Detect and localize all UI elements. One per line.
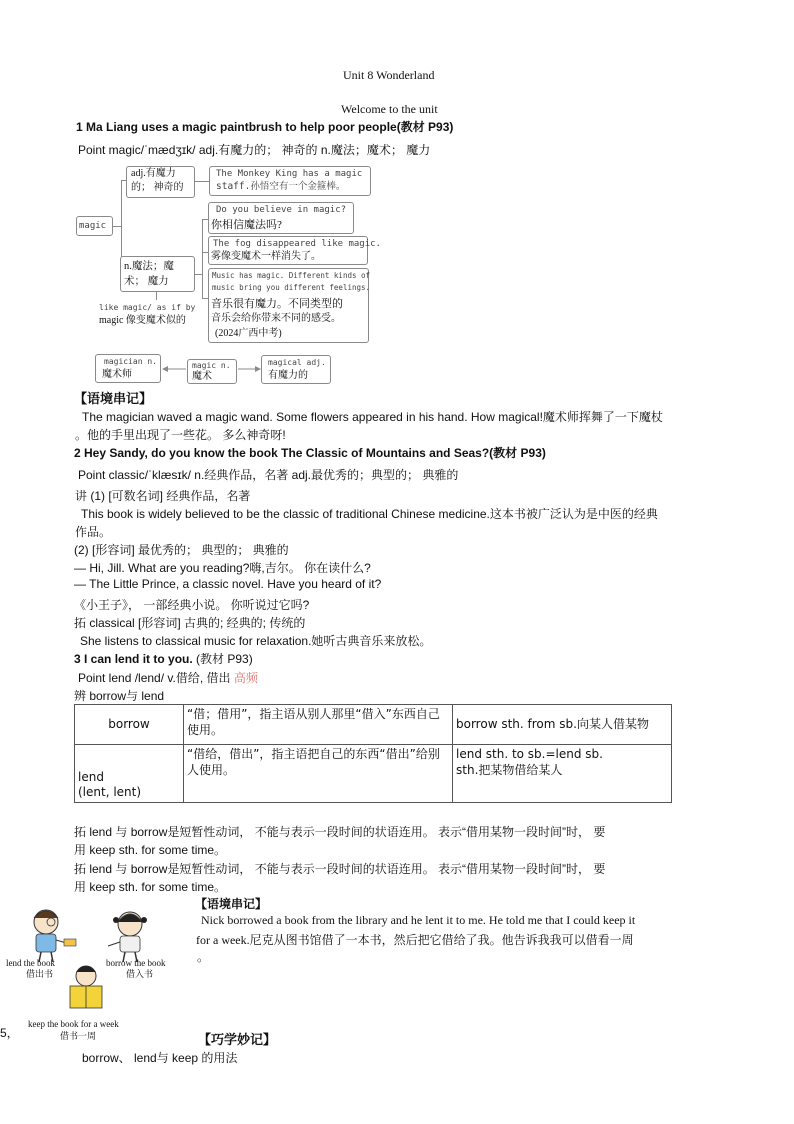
margin-mark: 5， — [0, 1026, 19, 1040]
lend-caption-en: lend the book — [6, 958, 55, 968]
unit-title: Unit 8 Wonderland — [343, 68, 435, 82]
section3-context-line1: Nick borrowed a book from the library and he lent it to me. He told me that I could keep it — [201, 913, 636, 927]
example3-line2: music bring you different feelings. — [212, 283, 371, 292]
section2-heading: 2 Hey Sandy, do you know the book The Classic of Mountains and Seas?(教材 P93) — [74, 446, 546, 460]
section3-context-label: 【语境串记】 — [195, 897, 268, 911]
like-magic-line1: like magic/ as if by — [99, 303, 196, 312]
section3-extend1-line1: 拓 lend 与 borrow是短暂性动词， 不能与表示一段时间的状语连用。 表示“借用某物一段时间”时， 要 — [74, 825, 606, 839]
chain-magic-line1: magic n. — [192, 361, 231, 370]
example2-line2: 雾像变魔术一样消失了。 — [211, 251, 321, 262]
section3-point — [78, 669, 258, 686]
section3-heading — [74, 650, 253, 667]
noun-box-line1: n.魔法；魔 — [124, 261, 174, 272]
section2-sense2: (2) [形容词] 最优秀的； 典型的； 典雅的 — [74, 543, 289, 557]
example1-line2: 你相信魔法吗? — [211, 219, 282, 231]
section1-heading: 1 Ma Liang uses a magic paintbrush to help poor people(教材 P93) — [76, 120, 454, 134]
section2-example1-line1: This book is widely believed to be the classic of traditional Chinese medicine.这本书被广泛认为是中医的经典 — [81, 507, 658, 521]
section2-dialog1: — Hi, Jill. What are you reading?嗨,吉尔。 你在读什么? — [74, 561, 371, 575]
example3-line3: 音乐很有魔力。不同类型的 — [211, 298, 343, 310]
example3-line4: 音乐会给你带来不同的感受。 — [211, 313, 341, 324]
section3-extend1-line2: 用 keep sth. for some time。 — [74, 843, 227, 857]
adj-example-line2: staff.孙悟空有一个金箍棒。 — [216, 181, 346, 192]
subtitle: Welcome to the unit — [341, 102, 438, 116]
chain-magical-line1: magical adj. — [268, 358, 326, 367]
table-cell-meaning: “借给，借出”，指主语把自己的东西“借出”给别人使用。 — [184, 745, 453, 803]
table-cell-word: borrow — [75, 705, 184, 745]
section2-dialog2: — The Little Prince, a classic novel. Have you heard of it? — [74, 577, 382, 591]
adj-box-line1: adj.有魔力 — [131, 168, 176, 179]
table-cell-usage: borrow sth. from sb.向某人借某物 — [453, 705, 672, 745]
example1-line1: Do you believe in magic? — [216, 205, 347, 215]
section2-explain: 讲 (1) [可数名词] 经典作品，名著 — [75, 489, 251, 503]
chain-magic-line2: 魔术 — [192, 371, 212, 382]
section2-extend: 拓 classical [形容词] 古典的; 经典的; 传统的 — [74, 616, 306, 630]
mindmap-root: magic — [79, 221, 107, 231]
lend-caption-zh: 借出书 — [26, 969, 54, 979]
section3-point-text: Point lend /lend/ v.借给, 借出 — [78, 671, 234, 685]
example3-line1: Music has magic. Different kinds of — [212, 271, 371, 280]
memory-text: borrow、 lend与 keep 的用法 — [82, 1051, 238, 1065]
section1-context-text-2: 。他的手里出现了一些花。 多么神奇呀! — [75, 428, 286, 442]
section1-context-label: 【语境串记】 — [74, 391, 153, 406]
borrow-caption-zh: 借入书 — [126, 969, 154, 979]
section2-point: Point classic/ˈklæsɪk/ n.经典作品，名著 adj.最优秀的；典型的； 典雅的 — [78, 468, 459, 482]
table-cell-meaning: “借；借用”，指主语从别人那里“借入”东西自己使用。 — [184, 705, 453, 745]
adj-box-line2: 的； 神奇的 — [131, 182, 184, 193]
section3-extend2-line2: 用 keep sth. for some time。 — [74, 880, 227, 894]
section1-point: Point magic/ˈmædʒɪk/ adj.有魔力的； 神奇的 n.魔法；魔术； 魔力 — [78, 143, 431, 157]
chain-arrows — [160, 360, 264, 376]
example2-line1: The fog disappeared like magic. — [213, 239, 381, 249]
table-cell-usage: lend sth. to sb.=lend sb. sth.把某物借给某人 — [453, 745, 672, 803]
noun-box-line2: 术； 魔力 — [124, 276, 169, 287]
keep-caption-en: keep the book for a week — [28, 1019, 119, 1029]
memory-label: 【巧学妙记】 — [198, 1032, 277, 1047]
section3-heading-source: (教材 P93) — [192, 652, 253, 666]
section2-dialog3: 《小王子》， 一部经典小说。 你听说过它吗? — [74, 598, 310, 612]
keep-caption-zh: 借书一周 — [60, 1031, 97, 1041]
frequency-badge: 高频 — [233, 671, 258, 685]
table-row — [75, 745, 672, 803]
adj-example-line1: The Monkey King has a magic — [216, 169, 363, 179]
section3-heading-main: 3 I can lend it to you. — [74, 652, 193, 666]
like-magic-line2: magic 像变魔术似的 — [99, 315, 186, 326]
table-row — [75, 705, 672, 745]
chain-magician-line1: magician n. — [104, 357, 157, 366]
chain-magician-line2: 魔术师 — [102, 369, 132, 380]
section3-context-line2: for a week.尼克从图书馆借了一本书，然后把它借给了我。他告诉我我可以借看一周 — [196, 933, 634, 947]
section3-extend2-line1: 拓 lend 与 borrow是短暂性动词， 不能与表示一段时间的状语连用。 表示“借用某物一段时间”时， 要 — [74, 862, 606, 876]
section1-context-text-1: The magician waved a magic wand. Some flowers appeared in his hand. How magical!魔术师挥舞了一下魔杖 — [82, 410, 663, 424]
section3-distinguish: 辨 borrow与 lend — [74, 689, 165, 703]
section2-example1-line2: 作品。 — [75, 525, 112, 539]
section3-context-line3: 。 — [197, 950, 210, 964]
borrow-lend-table — [74, 704, 672, 803]
chain-magical-line2: 有魔力的 — [268, 370, 308, 381]
table-cell-word: lend (lent, lent) — [75, 745, 184, 803]
section2-extend-example: She listens to classical music for relaxation.她听古典音乐来放松。 — [80, 634, 432, 648]
example3-line5: (2024广西中考) — [215, 328, 282, 339]
borrow-caption-en: borrow the book — [106, 958, 166, 968]
